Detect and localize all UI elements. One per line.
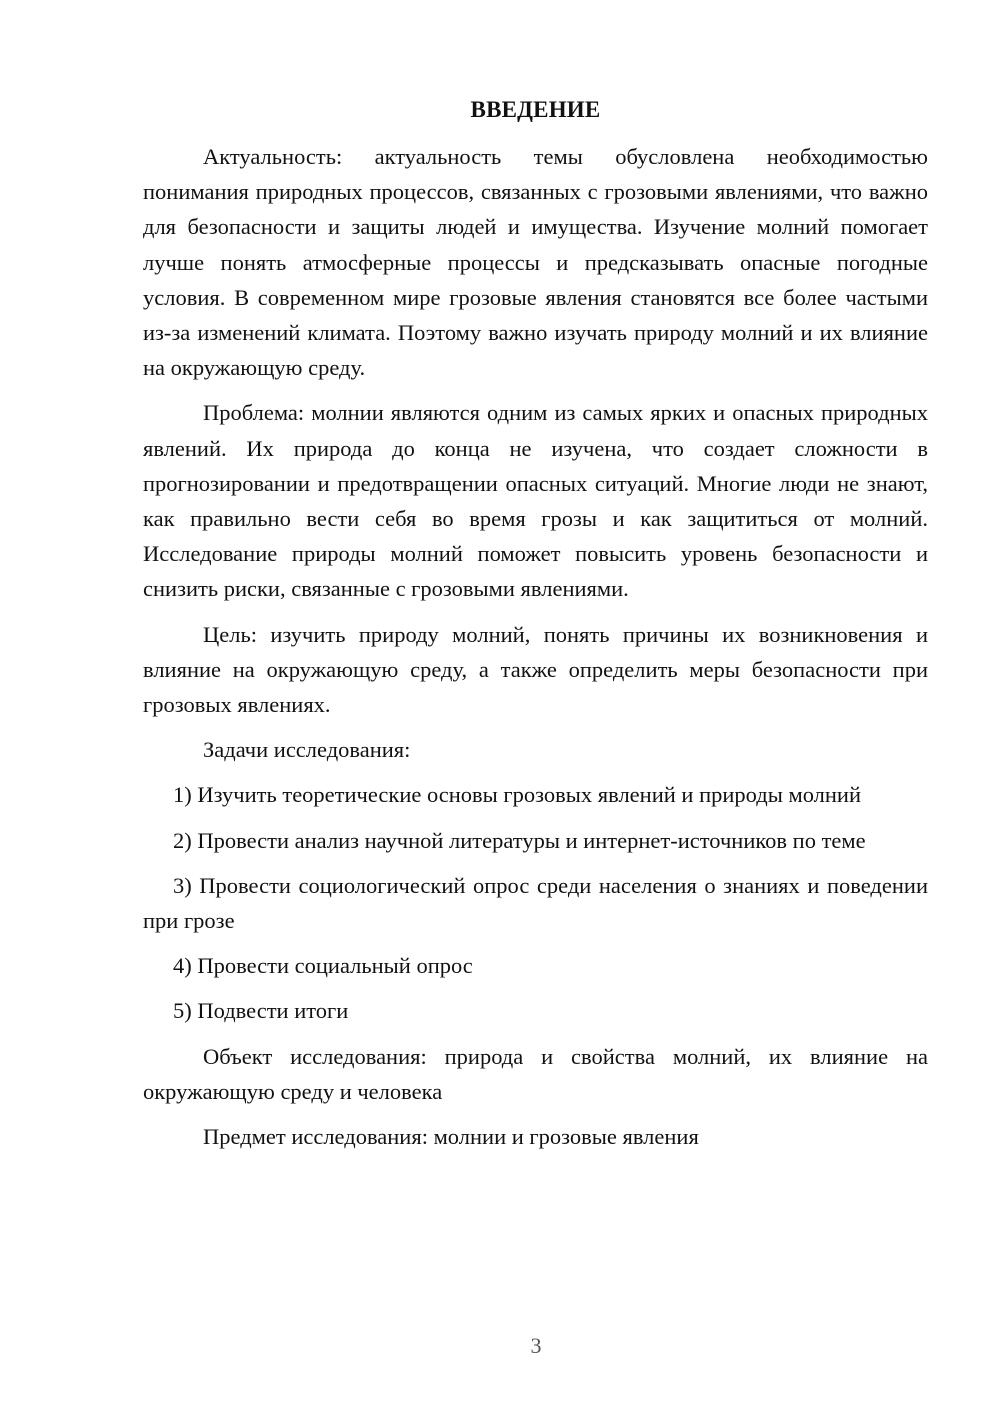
paragraph-subject: Предмет исследования: молнии и грозовые явления (203, 1124, 699, 1150)
document-title: ВВЕДЕНИЕ (470, 97, 601, 122)
page-number: 3 (530, 1333, 542, 1358)
task-item-1: 1) Изучить теоретические основы грозовых явлений и природы молний (173, 782, 861, 808)
task-item-5: 5) Подвести итоги (173, 998, 349, 1024)
tasks-heading: Задачи исследования: (203, 737, 411, 763)
paragraph-object: Объект исследования: природа и свойства молний, их влияние на окружающую среду и человека (143, 1043, 928, 1104)
paragraph-problem: Проблема: молнии являются одним из самых ярких и опасных природных явлений. Их природа до конца не изучена, что создает сложности в прогнозировании и предотвращении опасных ситуаций. Многие люди не знают, как правильно вести себя во время грозы и как защититься от молний. Исследование природы молний поможет повысить уровень безопасности и снизить риски, связанные с грозовыми явлениями. (143, 400, 928, 602)
task-item-3: 3) Провести социологический опрос среди населения о знаниях и поведении при грозе (143, 872, 928, 934)
task-item-4: 4) Провести социальный опрос (173, 953, 473, 979)
task-item-2: 2) Провести анализ научной литературы и интернет-источников по теме (173, 827, 866, 853)
document-page (143, 92, 928, 1164)
paragraph-relevance: Актуальность: актуальность темы обусловлена необходимостью понимания природных процессов, связанных с грозовыми явлениями, что важно для безопасности и защиты людей и имущества. Изучение молний помогает лучше понять атмосферные процессы и предсказывать опасные погодные условия. В современном мире грозовые явления становятся все более частыми из-за изменений климата. Поэтому важно изучать природу молний и их влияние на окружающую среду. (143, 144, 928, 381)
paragraph-goal: Цель: изучить природу молний, понять причины их возникновения и влияние на окружающую среду, а также определить меры безопасности при грозовых явлениях. (143, 621, 928, 718)
